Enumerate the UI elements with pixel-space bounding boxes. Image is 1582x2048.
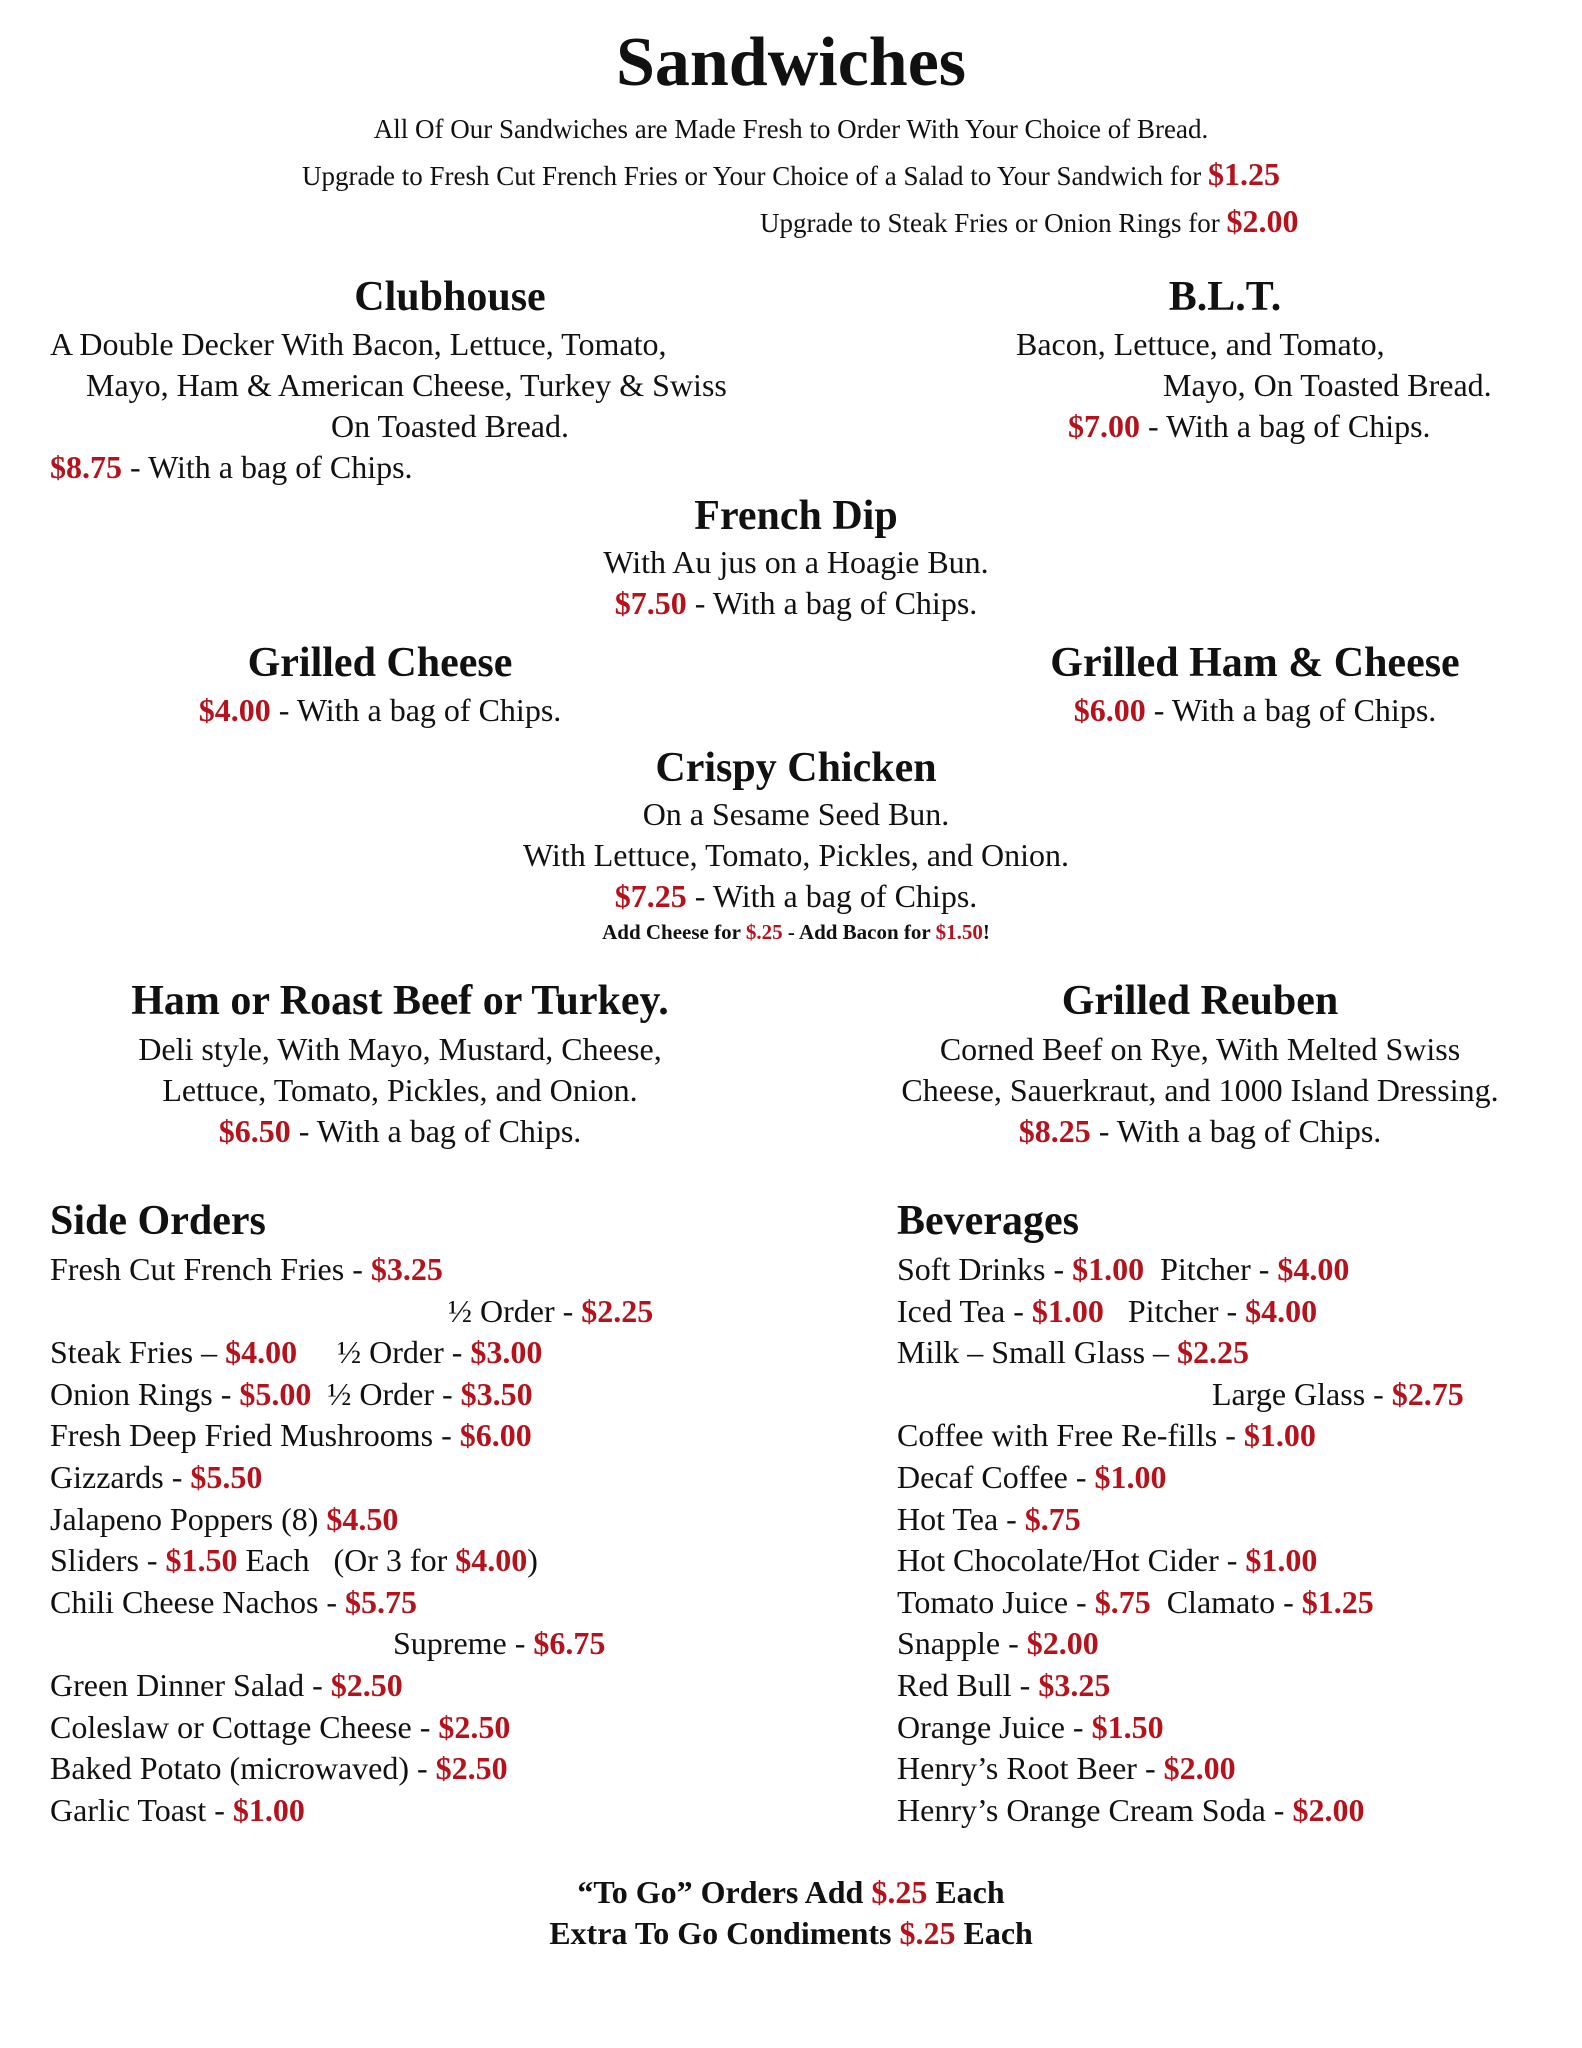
menu-line [50, 1461, 262, 1493]
line-price: $2.00 [1026, 1625, 1099, 1662]
line-price: $6.75 [533, 1625, 606, 1662]
footer-text: “To Go” Orders Add [577, 1874, 872, 1910]
line-text: Large Glass - [1212, 1375, 1392, 1412]
menu-line [897, 1461, 1167, 1493]
item-description: On a Sesame Seed Bun. [642, 796, 950, 832]
footer-price: $.25 [899, 1915, 956, 1951]
addon-text: Add Cheese for [602, 920, 746, 944]
line-text: Baked Potato (microwaved) - [50, 1750, 436, 1787]
menu-line [897, 1669, 1110, 1701]
line-price: $3.50 [460, 1375, 533, 1412]
addon-price: $.25 [745, 920, 783, 944]
menu-line [50, 1583, 418, 1620]
line-text: Milk – Small Glass – [897, 1334, 1178, 1371]
line-price: $5.75 [345, 1583, 418, 1620]
item-name-reuben: Grilled Reuben [1061, 978, 1339, 1024]
line-text: Garlic Toast - [50, 1791, 233, 1828]
footer-price: $.25 [871, 1874, 928, 1910]
line-text: Hot Chocolate/Hot Cider - [897, 1542, 1246, 1579]
menu-line [897, 1334, 1250, 1371]
line-text: Coffee with Free Re-fills - [897, 1417, 1244, 1454]
line-text: Each (Or 3 for [237, 1542, 456, 1579]
item-price-line [0, 587, 1582, 619]
menu-line [897, 1708, 1164, 1745]
menu-line [50, 1791, 305, 1828]
line-text: Pitcher - [1144, 1251, 1278, 1287]
item-price-line [1068, 410, 1431, 442]
item-name-grilled-ham-cheese: Grilled Ham & Cheese [1050, 640, 1460, 686]
line-price: $2.00 [1292, 1791, 1365, 1828]
footer-text: Extra To Go Condiments [549, 1915, 900, 1951]
line-price: $2.50 [435, 1750, 508, 1787]
line-text: Green Dinner Salad - [50, 1667, 331, 1703]
line-text: Pitcher - [1103, 1292, 1246, 1329]
menu-line [1212, 1375, 1464, 1412]
line-price: $2.25 [581, 1292, 654, 1329]
line-text: Chili Cheese Nachos - [50, 1583, 346, 1620]
line-text: Henry’s Orange Cream Soda - [897, 1791, 1293, 1828]
line-text: Red Bull - [897, 1667, 1039, 1703]
line-text: Onion Rings - [50, 1375, 240, 1412]
line-price: $2.75 [1391, 1375, 1464, 1412]
item-price-suffix: - With a bag of Chips. [270, 692, 562, 728]
item-price: $4.00 [198, 692, 271, 728]
line-price: $1.50 [1091, 1708, 1164, 1745]
menu-line [50, 1542, 538, 1579]
menu-line [50, 1708, 511, 1745]
menu-line [897, 1500, 1081, 1537]
line-text: Hot Tea - [897, 1500, 1025, 1537]
menu-line [50, 1500, 399, 1537]
item-price: $7.00 [1068, 408, 1140, 444]
line-price: $4.00 [1277, 1251, 1350, 1287]
line-text: ½ Order - [297, 1334, 471, 1371]
line-text: Orange Juice - [897, 1708, 1092, 1745]
line-text: Sliders - [50, 1542, 166, 1579]
line-text: Supreme - [393, 1625, 534, 1662]
line-price: $5.50 [190, 1459, 263, 1495]
menu-line [50, 1417, 532, 1454]
line-text: ½ Order - [311, 1375, 461, 1412]
item-price-suffix: - With a bag of Chips. [1090, 1113, 1382, 1149]
item-price-suffix: - With a bag of Chips. [686, 878, 978, 914]
line-price: $1.00 [232, 1791, 305, 1828]
item-description: Bacon, Lettuce, and Tomato, [1016, 326, 1385, 362]
menu-line [897, 1417, 1316, 1454]
addon-line [0, 922, 1582, 943]
menu-line [897, 1750, 1236, 1787]
addon-text: - Add Bacon for [782, 920, 936, 944]
menu-line [50, 1334, 543, 1371]
addon-price: $1.50 [935, 920, 983, 944]
upgrade-price: $2.00 [1226, 203, 1299, 239]
menu-line [897, 1542, 1318, 1579]
line-text: ½ Order - [448, 1292, 582, 1329]
line-text: Coleslaw or Cottage Cheese - [50, 1708, 439, 1745]
line-text: Fresh Deep Fried Mushrooms - [50, 1417, 460, 1454]
line-text: Steak Fries – [50, 1334, 226, 1371]
line-text: Clamato - [1150, 1583, 1302, 1620]
item-description: Mayo, Ham & American Cheese, Turkey & Swiss [86, 367, 727, 403]
beverages-heading: Beverages [897, 1198, 1079, 1244]
to-go-note [0, 1876, 1582, 1908]
menu-line [897, 1292, 1318, 1329]
line-price: $.75 [1024, 1500, 1081, 1537]
item-price-line [130, 694, 630, 726]
line-price: $3.00 [470, 1334, 543, 1371]
line-price: $2.50 [330, 1667, 403, 1703]
menu-line [897, 1253, 1349, 1285]
line-text: ) [527, 1542, 538, 1579]
line-price: $1.00 [1243, 1417, 1316, 1454]
item-price: $7.25 [614, 878, 687, 914]
line-text: Decaf Coffee - [897, 1459, 1095, 1495]
line-price: $3.25 [370, 1251, 443, 1287]
line-price: $4.00 [225, 1334, 298, 1371]
footer-text: Each [927, 1874, 1005, 1910]
item-description: Mayo, On Toasted Bread. [1163, 367, 1492, 403]
line-price: $1.00 [1245, 1542, 1318, 1579]
item-name-crispy-chicken: Crispy Chicken [655, 745, 937, 791]
item-price-line [840, 1115, 1560, 1147]
addon-text: ! [982, 920, 990, 944]
line-price: $2.50 [438, 1708, 511, 1745]
item-price-line [0, 880, 1582, 912]
item-price: $8.75 [50, 449, 122, 485]
line-price: $4.50 [326, 1500, 399, 1537]
item-price-suffix: - With a bag of Chips. [686, 585, 978, 621]
item-price: $8.25 [1018, 1113, 1091, 1149]
item-price-suffix: - With a bag of Chips. [122, 449, 413, 485]
menu-line [448, 1292, 654, 1329]
line-price: $2.00 [1163, 1750, 1236, 1787]
line-price: $6.00 [459, 1417, 532, 1454]
item-price-line [60, 1115, 740, 1147]
item-price: $6.50 [218, 1113, 291, 1149]
line-text: Jalapeno Poppers (8) [50, 1500, 327, 1537]
menu-line [897, 1791, 1365, 1828]
line-price: $1.00 [1031, 1292, 1104, 1329]
line-price: $4.00 [1245, 1292, 1318, 1329]
item-description: Corned Beef on Rye, With Melted Swiss [939, 1031, 1461, 1067]
side-orders-heading: Side Orders [50, 1198, 266, 1244]
line-price: $1.00 [1094, 1459, 1167, 1495]
line-price: $2.25 [1177, 1334, 1250, 1371]
item-price-suffix: - With a bag of Chips. [1140, 408, 1431, 444]
item-name-french-dip: French Dip [694, 493, 898, 539]
line-text: Snapple - [897, 1625, 1027, 1662]
item-name-blt: B.L.T. [1168, 274, 1282, 320]
condiments-note [0, 1917, 1582, 1949]
line-text: Soft Drinks - [897, 1251, 1073, 1287]
item-price: $6.00 [1073, 692, 1146, 728]
intro-text: All Of Our Sandwiches are Made Fresh to Order With Your Choice of Bread. [373, 114, 1209, 144]
item-description: Lettuce, Tomato, Pickles, and Onion. [162, 1072, 638, 1108]
line-text: Henry’s Root Beer - [897, 1750, 1164, 1787]
menu-line [50, 1253, 443, 1285]
line-price: $1.25 [1301, 1583, 1374, 1620]
item-description: Deli style, With Mayo, Mustard, Cheese, [138, 1031, 662, 1067]
line-text: Iced Tea - [897, 1292, 1032, 1329]
footer-text: Each [955, 1915, 1033, 1951]
intro-line [0, 158, 1582, 190]
menu-line [50, 1375, 533, 1412]
item-price-suffix: - With a bag of Chips. [290, 1113, 582, 1149]
menu-line [50, 1750, 508, 1787]
menu-line [393, 1625, 606, 1662]
menu-line [50, 1669, 403, 1701]
menu-line [897, 1583, 1374, 1620]
page-title: Sandwiches [615, 24, 967, 101]
line-text: Tomato Juice - [897, 1583, 1095, 1620]
item-description: With Lettuce, Tomato, Pickles, and Onion. [523, 837, 1069, 873]
item-price-line [50, 451, 413, 483]
line-text: Fresh Cut French Fries - [50, 1251, 371, 1287]
item-description: On Toasted Bread. [331, 408, 569, 444]
item-name-deli: Ham or Roast Beef or Turkey. [131, 978, 669, 1024]
intro-line [760, 205, 1298, 237]
line-price: $.75 [1094, 1583, 1151, 1620]
line-price: $5.00 [239, 1375, 312, 1412]
line-price: $3.25 [1038, 1667, 1111, 1703]
item-price: $7.50 [614, 585, 687, 621]
item-description: With Au jus on a Hoagie Bun. [603, 544, 989, 580]
line-price: $1.50 [165, 1542, 238, 1579]
menu-line [897, 1625, 1099, 1662]
item-price-suffix: - With a bag of Chips. [1145, 692, 1437, 728]
item-name-grilled-cheese: Grilled Cheese [247, 640, 513, 686]
line-price: $4.00 [455, 1542, 528, 1579]
line-price: $1.00 [1072, 1251, 1145, 1287]
item-description: A Double Decker With Bacon, Lettuce, Tomato, [50, 326, 667, 362]
item-price-line [1005, 694, 1505, 726]
intro-text: Upgrade to Steak Fries or Onion Rings for [760, 208, 1227, 238]
item-description: Cheese, Sauerkraut, and 1000 Island Dressing. [901, 1072, 1499, 1108]
intro-text: Upgrade to Fresh Cut French Fries or Your Choice of a Salad to Your Sandwich for [302, 161, 1208, 191]
intro-line [0, 116, 1582, 143]
item-name-clubhouse: Clubhouse [354, 274, 546, 320]
upgrade-price: $1.25 [1207, 156, 1280, 192]
line-text: Gizzards - [50, 1459, 191, 1495]
